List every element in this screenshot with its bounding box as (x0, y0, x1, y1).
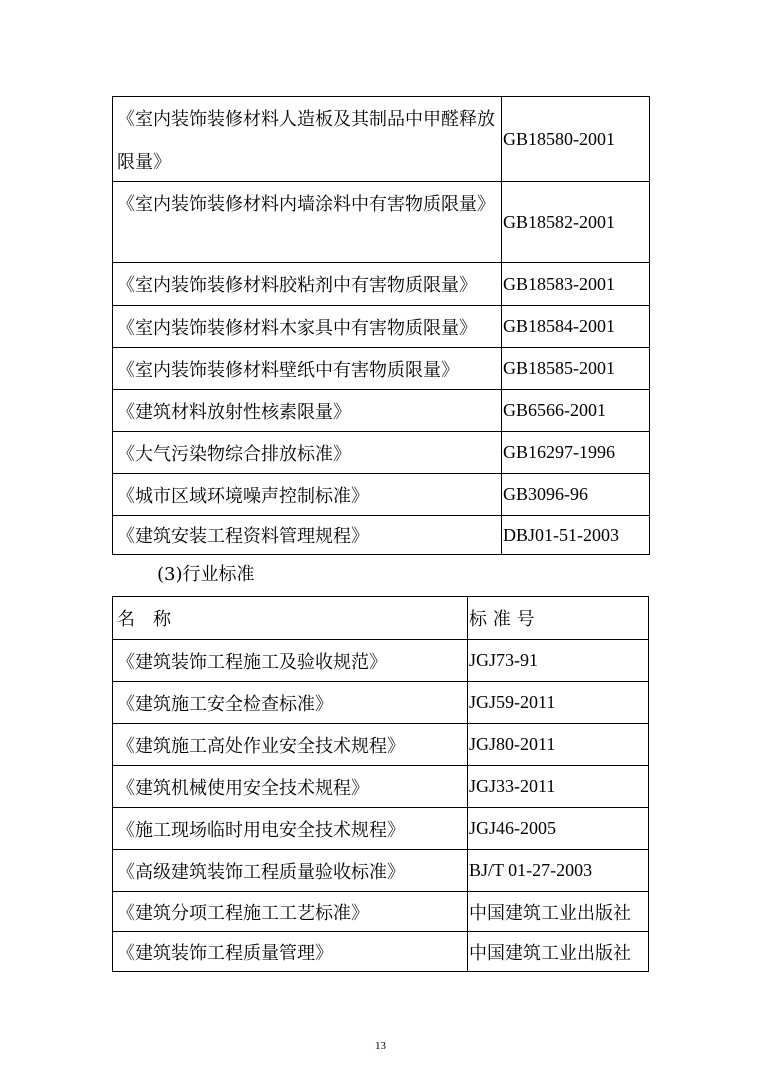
standard-name: 《室内装饰装修材料内墙涂料中有害物质限量》 (117, 194, 495, 215)
standard-name: 《室内装饰装修材料人造板及其制品中甲醛释放限量》 (117, 109, 495, 173)
table-row (113, 431, 649, 473)
standard-name: 《建筑装饰工程施工及验收规范》 (117, 651, 387, 673)
standard-name: 《建筑装饰工程质量管理》 (117, 942, 333, 964)
standard-code: DBJ01-51-2003 (501, 516, 649, 554)
table-row (113, 807, 648, 849)
standard-name: 《建筑施工安全检查标准》 (117, 693, 333, 715)
standard-code: JGJ80-2011 (467, 724, 648, 765)
standard-code: GB16297-1996 (501, 432, 649, 473)
table-row (113, 305, 649, 347)
standard-code: JGJ73-91 (467, 640, 648, 681)
table-row (113, 931, 648, 971)
standard-code: GB18580-2001 (501, 97, 649, 181)
table-header-row (113, 597, 648, 639)
standard-name: 《建筑安装工程资料管理规程》 (117, 526, 369, 547)
standard-name: 《室内装饰装修材料壁纸中有害物质限量》 (117, 359, 459, 381)
column-header-code: 标 准 号 (467, 597, 648, 639)
standard-code: GB3096-96 (501, 474, 649, 515)
table-row (113, 639, 648, 681)
table-row (113, 473, 649, 515)
table-row (113, 97, 649, 181)
table-row (113, 515, 649, 554)
table-row (113, 181, 649, 262)
standard-code: GB18584-2001 (501, 306, 649, 347)
standard-name: 《城市区域环境噪声控制标准》 (117, 485, 369, 507)
standard-code: JGJ59-2011 (467, 682, 648, 723)
standard-code: 中国建筑工业出版社 (467, 932, 648, 971)
table-row (113, 723, 648, 765)
standard-name: 《大气污染物综合排放标准》 (117, 443, 351, 465)
industry-standards-heading: (3)行业标准 (157, 564, 255, 585)
standard-code: GB18583-2001 (501, 263, 649, 305)
standard-code: 中国建筑工业出版社 (467, 892, 648, 931)
table-row (113, 891, 648, 931)
industry-standards-table (112, 596, 649, 972)
table-row (113, 263, 649, 305)
table-row (113, 849, 648, 891)
national-standards-table-top (112, 96, 650, 263)
standard-code: JGJ33-2011 (467, 766, 648, 807)
standard-code: BJ/T 01-27-2003 (467, 850, 648, 891)
standard-code: GB18582-2001 (501, 182, 649, 262)
table-row (113, 389, 649, 431)
standard-code: JGJ46-2005 (467, 808, 648, 849)
national-standards-table (112, 262, 650, 555)
standard-name: 《建筑施工高处作业安全技术规程》 (117, 735, 405, 757)
column-header-name: 名 称 (117, 609, 171, 630)
standard-name: 《高级建筑装饰工程质量验收标准》 (117, 861, 405, 883)
table-row (113, 681, 648, 723)
standard-code: GB18585-2001 (501, 348, 649, 389)
table-row (113, 347, 649, 389)
standard-name: 《施工现场临时用电安全技术规程》 (117, 819, 405, 841)
table-row (113, 765, 648, 807)
standard-name: 《建筑机械使用安全技术规程》 (117, 777, 369, 799)
standard-name: 《建筑材料放射性核素限量》 (117, 401, 351, 423)
page-number: 13 (375, 1040, 386, 1052)
standard-name: 《室内装饰装修材料胶粘剂中有害物质限量》 (117, 275, 477, 296)
standard-name: 《室内装饰装修材料木家具中有害物质限量》 (117, 317, 477, 339)
standard-name: 《建筑分项工程施工工艺标准》 (117, 902, 369, 924)
standard-code: GB6566-2001 (501, 390, 649, 431)
